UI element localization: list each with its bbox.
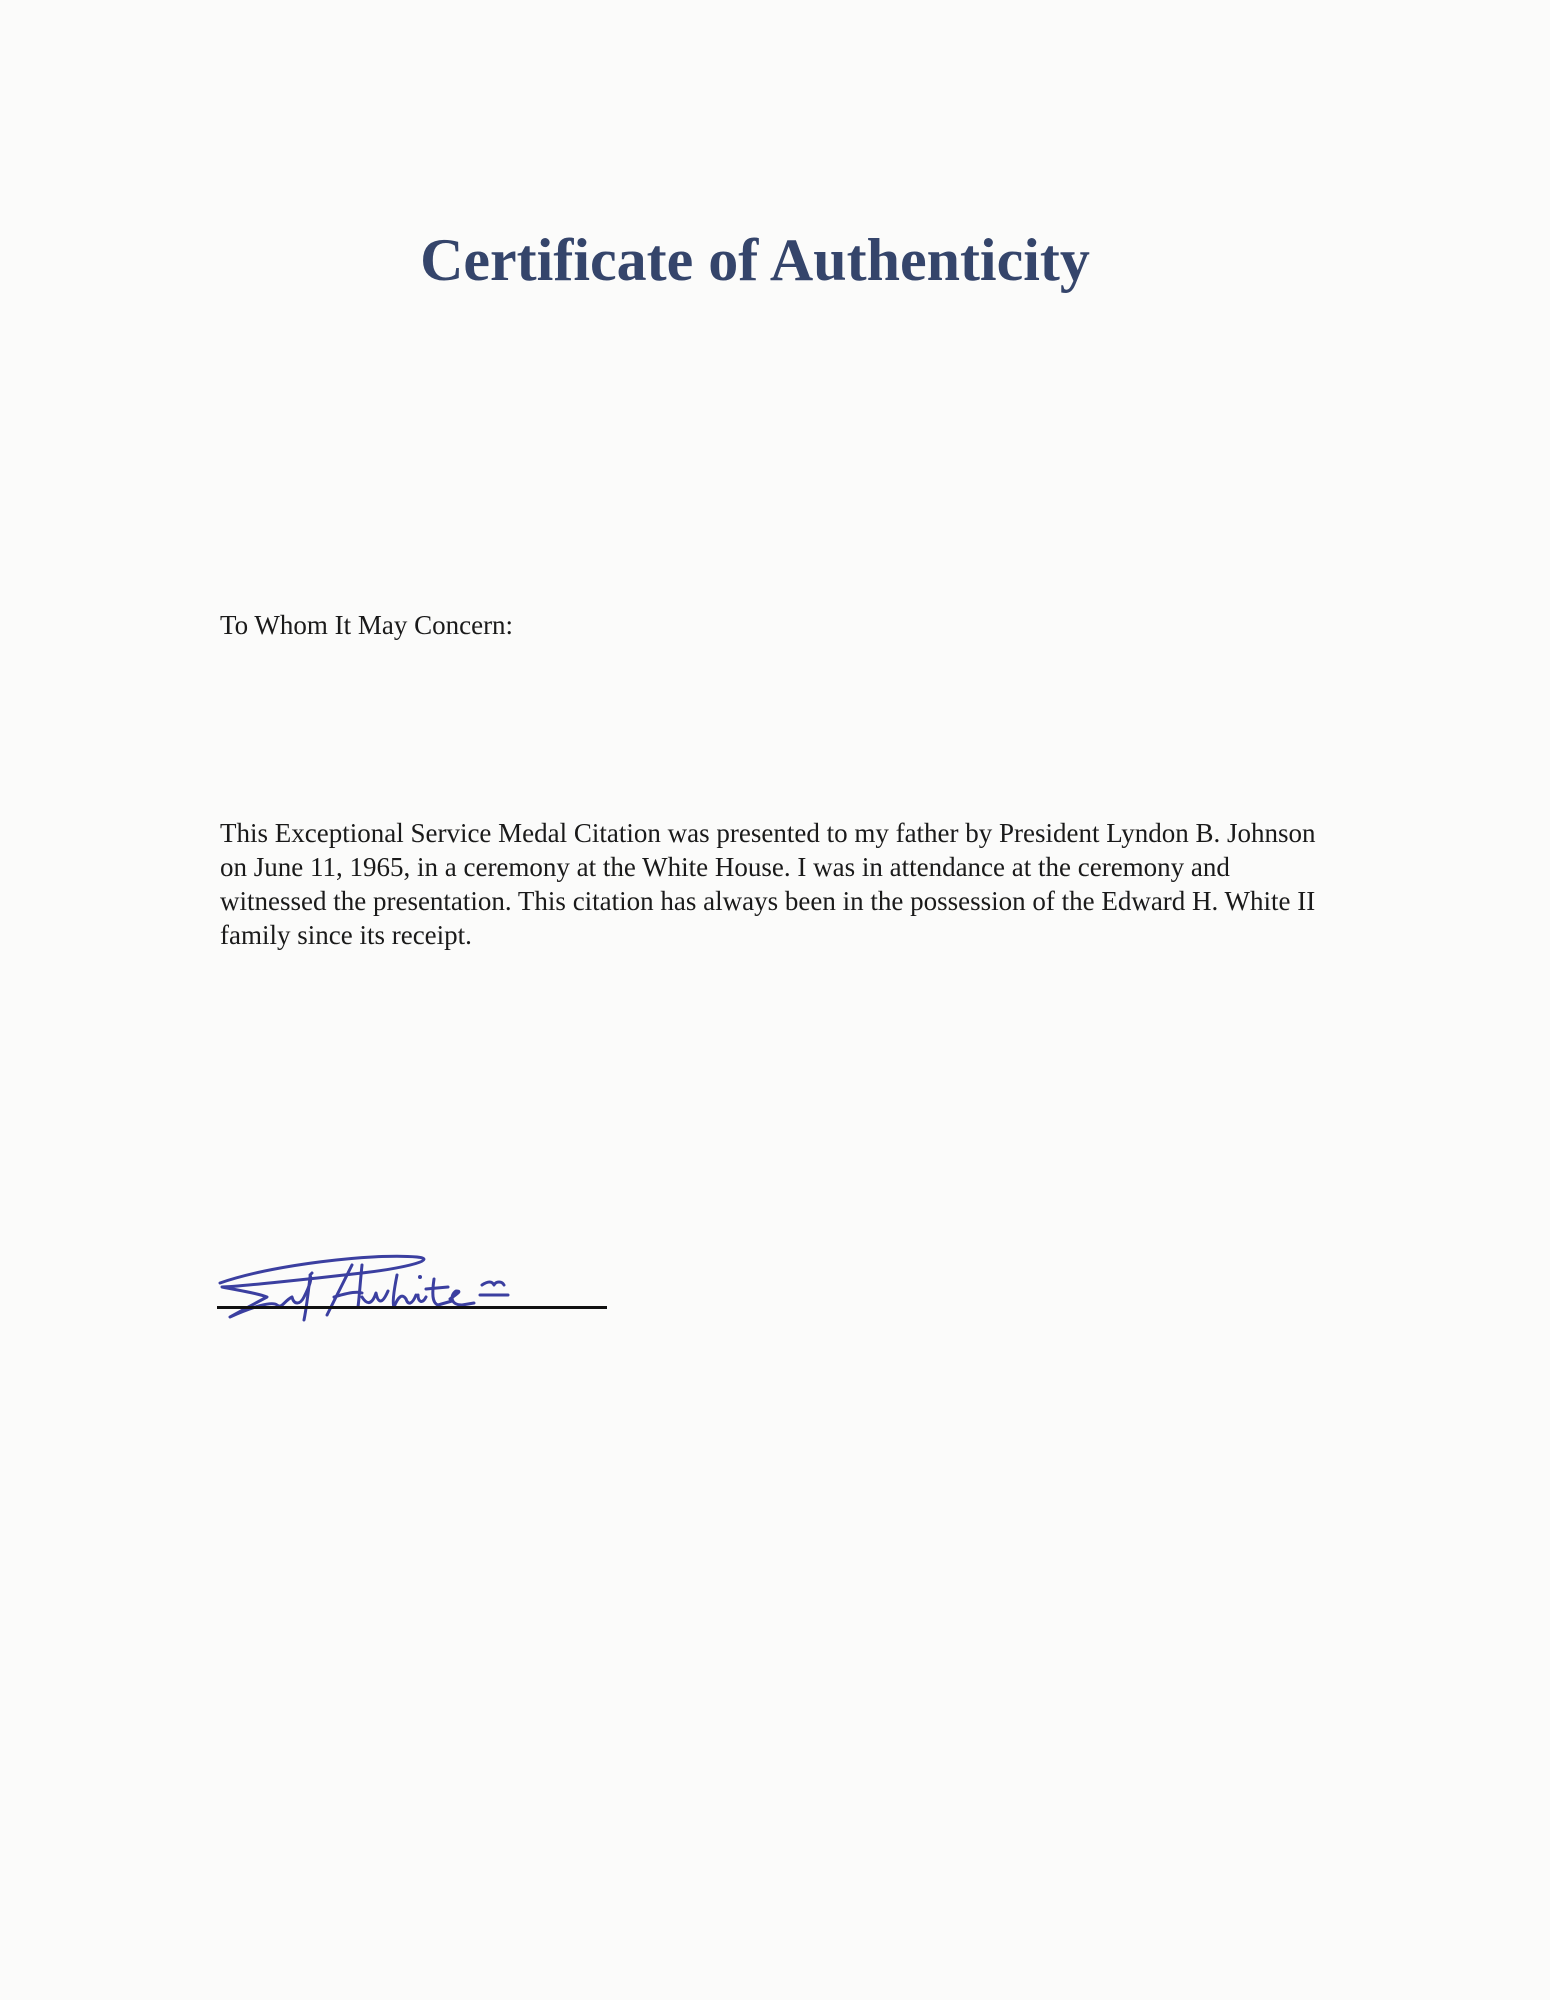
certificate-body: This Exceptional Service Medal Citation was presented to my father by President Lyndon B. Johnson on June 11, 1965, in a ceremony at the White House. I was in attendance at the ceremony and witnessed the presentation. This citation has always been in the possession of the Edward H. White II family since its receipt. — [220, 818, 1316, 950]
signature-line — [217, 1306, 607, 1309]
certificate-title: Certificate of Authenticity — [420, 227, 1090, 293]
handwritten-signature — [212, 1235, 632, 1330]
salutation: To Whom It May Concern: — [220, 610, 514, 640]
